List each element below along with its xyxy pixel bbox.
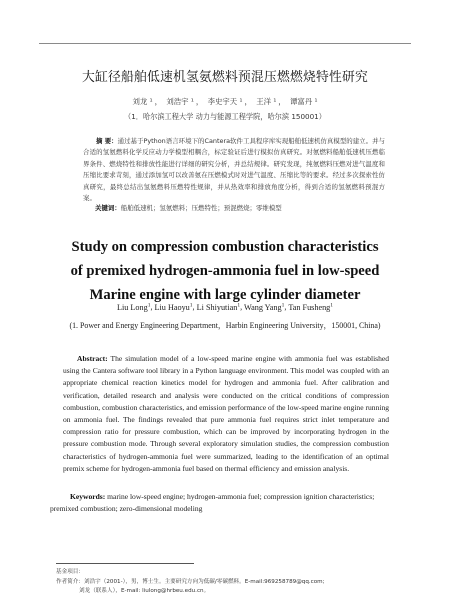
chinese-abstract-label: 摘 要：: [96, 137, 118, 145]
footnote-funding: 基金项目：: [56, 569, 84, 575]
chinese-affiliation: （1．哈尔滨工程大学 动力与能源工程学院，哈尔滨 150001）: [124, 112, 326, 121]
english-author: Liu Haoyu$^1$: [154, 302, 193, 312]
footnote-contact: 刘龙（联系人），E-mail: liulong@hrbeu.edu.cn。: [79, 588, 210, 594]
footnote-rule: [56, 563, 194, 564]
english-title-line: Marine engine with large cylinder diameter: [89, 287, 361, 304]
chinese-author: 刘浩宇 ¹: [166, 97, 194, 106]
english-author: Li Shiyutian$^1$: [196, 302, 241, 312]
chinese-keywords-text: 船舶低速机；氢氨燃料；压燃特性；预混燃烧；零维模型: [120, 204, 282, 212]
chinese-abstract: [83, 136, 385, 204]
chinese-author: 刘龙 ¹: [132, 97, 153, 106]
chinese-keywords-label: 关键词：: [95, 204, 121, 212]
english-abstract-text: The simulation model of a low-speed marine engine with ammonia fuel was established using the Cantera software tool library in a Python language environment. This model was coupled with an appropriate chemical reaction kinetics model for hydrogen and ammonia fuel. After calibration and verification, detailed research and analysis were conducted on the critical conditions of compression combustion, combustion characteristics, and emission performance of the low-speed marine engine running on ammonia fuel. The findings revealed that pure ammonia fuel requires strict inlet temperature and compression ratio for pressure combustion, which can be improved by incorporating hydrogen in the pressure combustion mode. Through several exploratory simulation studies, the compression combustion characteristics of hydrogen-ammonia fuel were summarized, leading to the identification of an optimal premix scheme for hydrogen-ammonia fuel based on thermal efficiency and emission analysis.: [63, 354, 389, 473]
english-author: Liu Long$^1$: [116, 302, 151, 312]
chinese-author: 王洋 ¹: [256, 97, 277, 106]
english-author: Tan Fusheng$^1$: [288, 302, 334, 312]
english-author: Wang Yang$^1$: [244, 302, 285, 312]
english-keywords: [50, 491, 395, 515]
chinese-authors: 刘龙 ¹ ， 刘浩宇 ¹ ， 李史宇天 ¹ ， 王洋 ¹ ， 谭富丹 ¹: [132, 97, 318, 106]
english-authors: Liu Long$^1$, Liu Haoyu$^1$, Li Shiyutian$^1$, Wang Yang$^1$, Tan Fusheng$^1$: [116, 302, 334, 312]
english-abstract-label: Abstract:: [77, 354, 108, 363]
english-abstract: [63, 353, 389, 475]
english-affiliation: (1. Power and Energy Engineering Department，Harbin Engineering University，150001, China): [69, 321, 381, 330]
english-title-line: Study on compression combustion characteristics: [71, 239, 379, 255]
english-title: [30, 235, 420, 308]
chinese-keywords: [95, 203, 395, 212]
chinese-author: 李史宇天 ¹: [207, 97, 243, 106]
header-rule: [39, 43, 411, 44]
footnote-author-info: 作者简介：刘浩宇（2001-），男，博士生。主要研究方向为低碳/零碳燃料。E-mail:969258789@qq.com;: [56, 579, 325, 585]
english-keywords-label: Keywords:: [70, 492, 106, 501]
english-keywords-text: marine low-speed engine; hydrogen-ammonia fuel; compression ignition characteristics; premixed combustion; zero-dimensional modeling: [50, 492, 375, 514]
english-title-line: of premixed hydrogen-ammonia fuel in low-speed: [70, 263, 380, 280]
chinese-title: 大缸径船舶低速机氢氨燃料预混压燃燃烧特性研究: [82, 70, 368, 85]
chinese-author: 谭富丹 ¹: [290, 97, 318, 106]
chinese-abstract-text: 通过基于Python语言环境下的Cantera软件工具程序库实现船舶低速机仿真模型的建立。并与合适的氢氨燃料化学反应动力学模型相耦合，标定验证后进行模拟仿真研究。对氨燃料船舶低速机压燃临界条件、燃烧特性和排放性能进行详细的研究分析，并总结规律。研究发现，纯氨燃料压燃对进气温度和压缩比要求苛刻，通过添加氢可以改善氨在压燃模式时对进气温度、压缩比等的要求。经过多次探索性仿真研究，最终总结出氢氨燃料压燃特性规律，并从热效率和排放角度分析，得到合适的氢氨燃料预混方案。: [83, 137, 385, 203]
